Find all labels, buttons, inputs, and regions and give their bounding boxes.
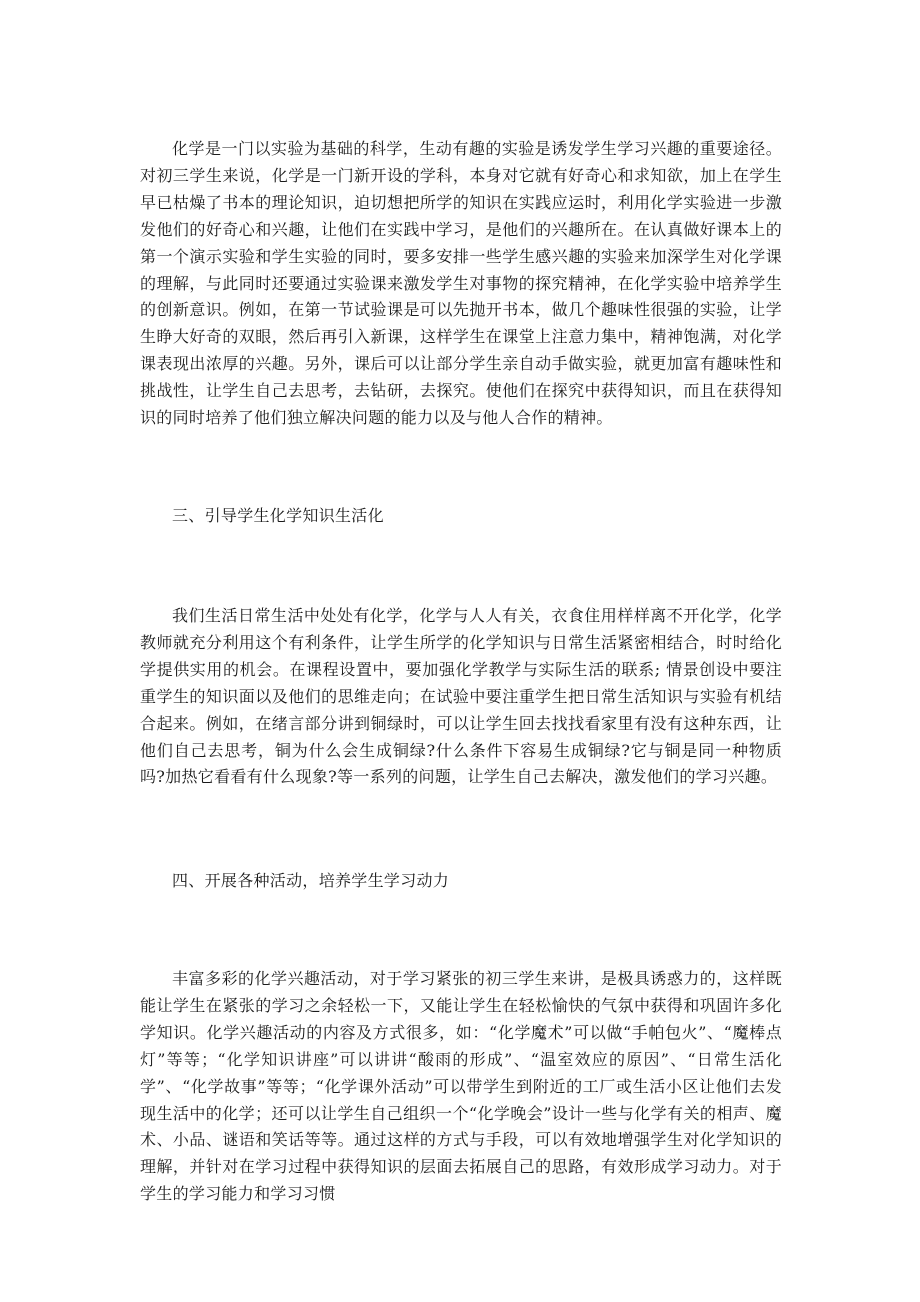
body-paragraph-daily-life: 我们生活日常生活中处处有化学，化学与人人有关，衣食住用样样离不开化学，化学教师就充分利用这个有利条件，让学生所学的化学知识与日常生活紧密相结合，时时给化学提供实用的机会。在课程设置中，要加强化学教学与实际生活的联系; 情景创设中要注重学生的知识面以及他们的思维走向；在试验中要注重学生把日常生活知识与实验有机结合起来。例如，在绪言部分讲到铜绿时，可以让学生回去找找看家里有没有这种东西，让他们自己去思考，铜为什么会生成铜绿?什么条件下容易生成铜绿?它与铜是同一种物质吗?加热它看看有什么现象?等一系列的问题，让学生自己去解决，激发他们的学习兴趣。 bbox=[140, 606, 782, 787]
section-heading-3: 三、引导学生化学知识生活化 bbox=[172, 506, 384, 525]
body-paragraph-experiments: 化学是一门以实验为基础的科学，生动有趣的实验是诱发学生学习兴趣的重要途径。对初三学生来说，化学是一门新开设的学科，本身对它就有好奇心和求知欲，加上在学生早已枯燥了书本的理论知识，迫切想把所学的知识在实践应运时，利用化学实验进一步激发他们的好奇心和兴趣，让他们在实践中学习，是他们的兴趣所在。在认真做好课本上的第一个演示实验和学生实验的同时，要多安排一些学生感兴趣的实验来加深学生对化学课的理解，与此同时还要通过实验课来激发学生对事物的探究精神，在化学实验中培养学生的创新意识。例如，在第一节试验课是可以先抛开书本，做几个趣味性很强的实验，让学生睁大好奇的双眼，然后再引入新课，这样学生在课堂上注意力集中，精神饱满，对化学课表现出浓厚的兴趣。另外，课后可以让部分学生亲自动手做实验，就更加富有趣味性和挑战性，让学生自己去思考，去钻研，去探究。使他们在探究中获得知识，而且在获得知识的同时培养了他们独立解决问题的能力以及与他人合作的精神。 bbox=[140, 139, 782, 428]
body-paragraph-activities: 丰富多彩的化学兴趣活动，对于学习紧张的初三学生来讲，是极具诱惑力的，这样既能让学生在紧张的学习之余轻松一下，又能让学生在轻松愉快的气氛中获得和巩固许多化学知识。化学兴趣活动的内容及方式很多，如：“化学魔术”可以做“手帕包火”、“魔棒点灯”等等；“化学知识讲座”可以讲讲“酸雨的形成”、“温室效应的原因”、“日常生活化学”、“化学故事”等等；“化学课外活动”可以带学生到附近的工厂或生活小区让他们去发现生活中的化学；还可以让学生自己组织一个“化学晚会”设计一些与化学有关的相声、魔术、小品、谜语和笑话等等。通过这样的方式与手段，可以有效地增强学生对化学知识的理解，并针对在学习过程中获得知识的层面去拓展自己的思路，有效形成学习动力。对于学生的学习能力和学习习惯 bbox=[140, 969, 782, 1204]
section-heading-4: 四、开展各种活动，培养学生学习动力 bbox=[172, 871, 450, 890]
